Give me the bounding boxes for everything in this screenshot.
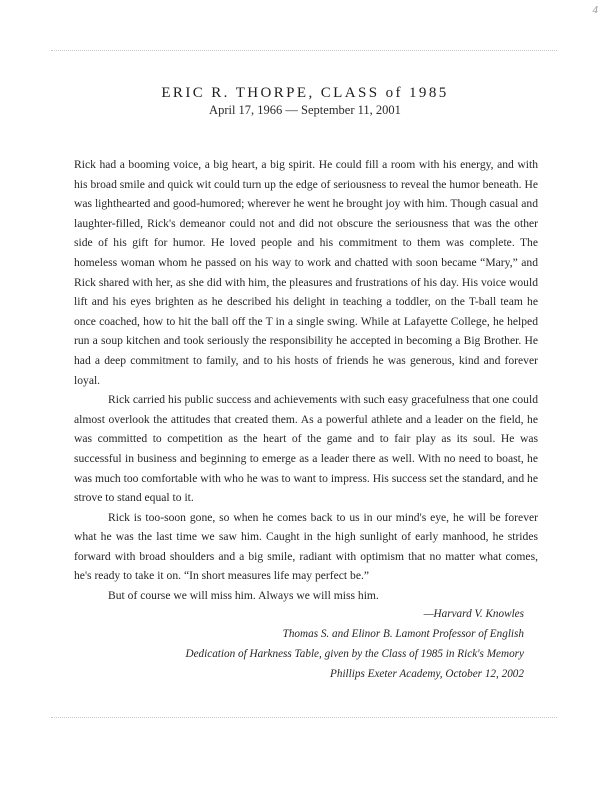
signature-block (186, 604, 525, 684)
signature-position: Thomas S. and Elinor B. Lamont Professor of English (282, 628, 524, 640)
signature-place-date: Phillips Exeter Academy, October 12, 2002 (330, 668, 524, 680)
page-number-mark: 4 (592, 4, 598, 16)
memorial-text (74, 155, 538, 606)
paragraph-4: But of course we will miss him. Always we will miss him. (108, 589, 379, 603)
memorial-title: ERIC R. THORPE, CLASS of 1985 (161, 85, 449, 101)
signature-author: —Harvard V. Knowles (423, 608, 524, 620)
memorial-dates: April 17, 1966 — September 11, 2001 (209, 103, 401, 117)
paragraph-2: Rick carried his public success and achievements with such easy gracefulness that one could almost overlook the attitudes that created them. As a powerful athlete and a leader on the field, he was committed to competition as the heart of the game and to fair play as its soul. He was successful in business and beginning to emerge as a leader there as well. With no need to boast, he was much too comfortable with who he was to want to impress. His success set the standard, and he strove to stand equal to it. (74, 393, 538, 505)
signature-dedication: Dedication of Harkness Table, given by the Class of 1985 in Rick's Memory (185, 648, 524, 660)
paragraph-1: Rick had a booming voice, a big heart, a big spirit. He could fill a room with his energy, and with his broad smile and quick wit could turn up the edge of seriousness to reveal the humor beneath. He was lighthearted and good-humored; wherever he went he brought joy with him. Though casual and laughter-filled, Rick's demeanor could not and did not obscure the seriousness that was the other side of his gift for humor. He loved people and his commitment to them was complete. The homeless woman whom he passed on his way to work and chatted with soon became “Mary,” and Rick shared with her, as she did with him, the pleasures and frustrations of his day. His voice would lift and his eyes brighten as he described his delight in teaching a toddler, on the T-ball team he once coached, how to hit the ball off the T in a single swing. While at Lafayette College, he helped run a soup kitchen and took seriously the responsibility he accepted in becoming a Big Brother. He had a deep commitment to family, and to his hosts of friends he was generous, kind and forever loyal. (74, 158, 538, 387)
paragraph-3: Rick is too-soon gone, so when he comes back to us in our mind's eye, he will be forever what he was the last time we saw him. Caught in the high sunlight of early manhood, he strides forward with broad shoulders and a big smile, radiant with optimism that no matter what comes, he's ready to take it on. “In short measures life may perfect be.” (74, 510, 538, 583)
